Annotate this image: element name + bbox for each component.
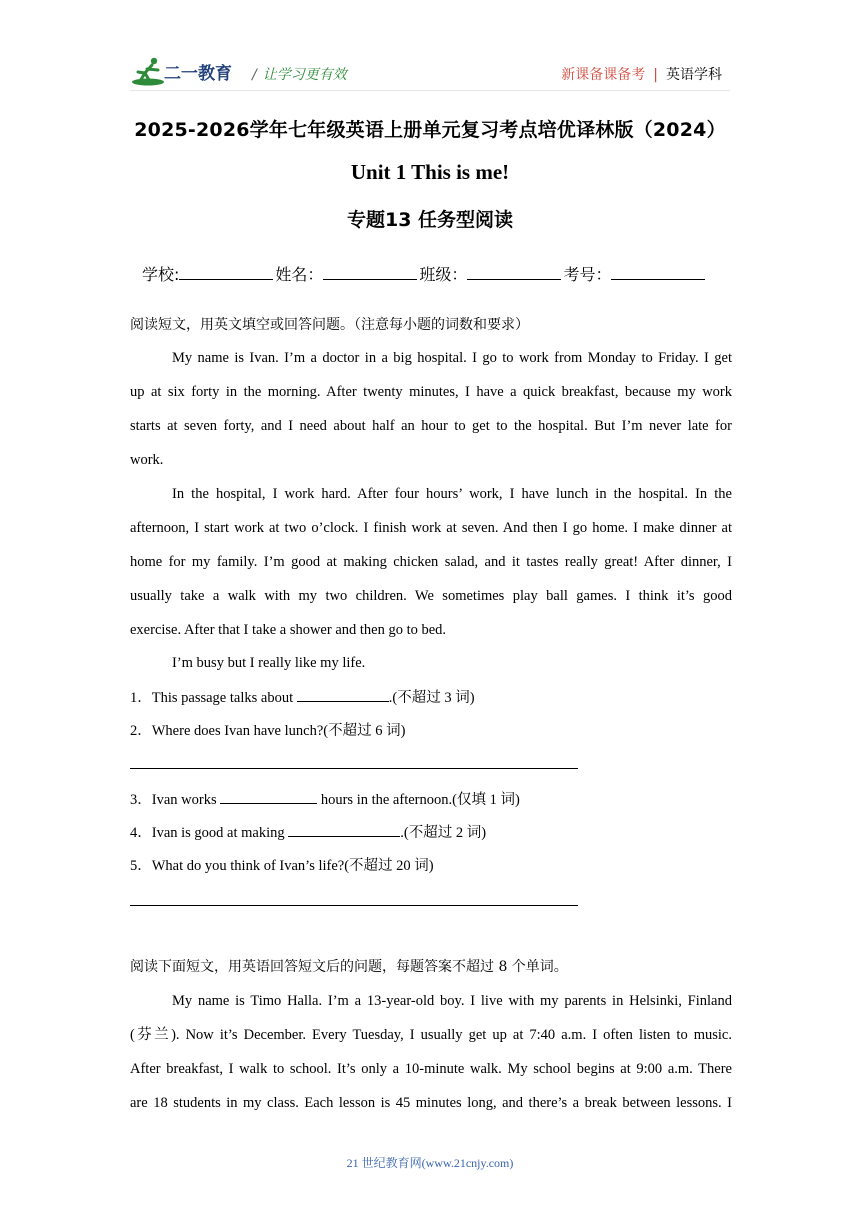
s2-p1-line1: My name is Timo Halla. I’m a 13-year-old boy. I live with my parents in Helsinki, Finland: [172, 993, 732, 1009]
student-info-row: [142, 262, 707, 285]
class-blank[interactable]: [467, 265, 561, 280]
s1-p2-line3: home for my family. I’m good at making chicken salad, and it tastes really great! After dinner, I: [130, 554, 732, 570]
s1-p2-line2: afternoon, I start work at two o’clock. I finish work at seven. And then I go home. I make dinner at: [130, 520, 732, 536]
question-3: [130, 790, 732, 809]
q3-note: hours in the afternoon.(仅填 1 词): [317, 792, 520, 808]
section1-instruction: 阅读短文，用英文填空或回答问题。（注意每小题的词数和要求）: [130, 317, 529, 333]
s1-p1-line2: up at six forty in the morning. After twenty minutes, I have a quick breakfast, because my work: [130, 384, 732, 400]
number-label: 考号：: [563, 265, 612, 284]
s1-p2-line1: In the hospital, I work hard. After four hours’ work, I have lunch in the hospital. In the: [172, 486, 732, 502]
s2-p1-line2: (芬兰). Now it’s December. Every Tuesday, I usually get up at 7:40 a.m. I often listen to music.: [130, 1027, 732, 1043]
s1-p1-line1: My name is Ivan. I’m a doctor in a big hospital. I go to work from Monday to Friday. I get: [172, 350, 732, 366]
header-subject: 英语学科: [666, 67, 722, 83]
q5-answer-line[interactable]: [130, 905, 578, 906]
q3-text: 3．Ivan works: [130, 792, 221, 808]
name-blank[interactable]: [323, 265, 417, 280]
header-separator: |: [653, 67, 658, 83]
page-header: [130, 55, 730, 91]
s1-p2-line4: usually take a walk with my two children. We sometimes play ball games. I think it’s good: [130, 588, 732, 604]
q4-note: .(不超过 2 词): [400, 825, 487, 841]
topic-title: 专题13 任务型阅读: [346, 209, 514, 231]
s2-p1-line3: After breakfast, I walk to school. It’s only a 10-minute walk. My school begins at 9:00 a.m. There: [130, 1061, 732, 1077]
q1-answer-blank[interactable]: [297, 688, 389, 702]
unit-title: Unit 1 This is me!: [350, 160, 510, 184]
q2-answer-line[interactable]: [130, 768, 578, 769]
question-1: [130, 688, 732, 707]
q4-answer-blank[interactable]: [288, 823, 400, 837]
section2-instruction: 阅读下面短文，用英语回答短文后的问题，每题答案不超过 8 个单词。: [130, 959, 568, 975]
logo-text: 二一教育: [164, 64, 232, 84]
question-5: 5．What do you think of Ivan’s life?(不超过 20 词): [130, 858, 434, 874]
header-tag: 新课备课备考: [561, 67, 646, 83]
name-label: 姓名：: [275, 265, 324, 284]
s2-p1-line4: are 18 students in my class. Each lesson is 45 minutes long, and there’s a break between lessons. I: [130, 1095, 732, 1111]
q1-note: .(不超过 3 词): [388, 690, 475, 706]
slogan-text: 让学习更有效: [262, 67, 347, 83]
question-2: 2．Where does Ivan have lunch?(不超过 6 词): [130, 723, 406, 739]
q1-text: 1．This passage talks about: [130, 690, 297, 706]
school-label: 学校:: [142, 265, 180, 284]
logo-icon: [130, 55, 242, 89]
number-blank[interactable]: [611, 265, 705, 280]
header-right: [561, 64, 722, 84]
s1-p1-line4: work.: [130, 452, 164, 468]
question-4: [130, 823, 732, 842]
q3-answer-blank[interactable]: [220, 790, 317, 804]
page-title: 2025-2026学年七年级英语上册单元复习考点培优译林版（2024）: [134, 119, 726, 141]
q4-text: 4．Ivan is good at making: [130, 825, 289, 841]
school-blank[interactable]: [179, 265, 273, 280]
header-divider: [130, 90, 730, 91]
class-label: 班级：: [419, 265, 468, 284]
page-footer: 21 世纪教育网(www.21cnjy.com): [346, 1156, 514, 1170]
s1-p1-line3: starts at seven forty, and I need about half an hour to get to the hospital. But I’m never late for: [130, 418, 732, 434]
header-slogan: / 让学习更有效: [252, 67, 347, 83]
s1-p3: I’m busy but I really like my life.: [172, 655, 366, 671]
s1-p2-line5: exercise. After that I take a shower and then go to bed.: [130, 622, 447, 638]
